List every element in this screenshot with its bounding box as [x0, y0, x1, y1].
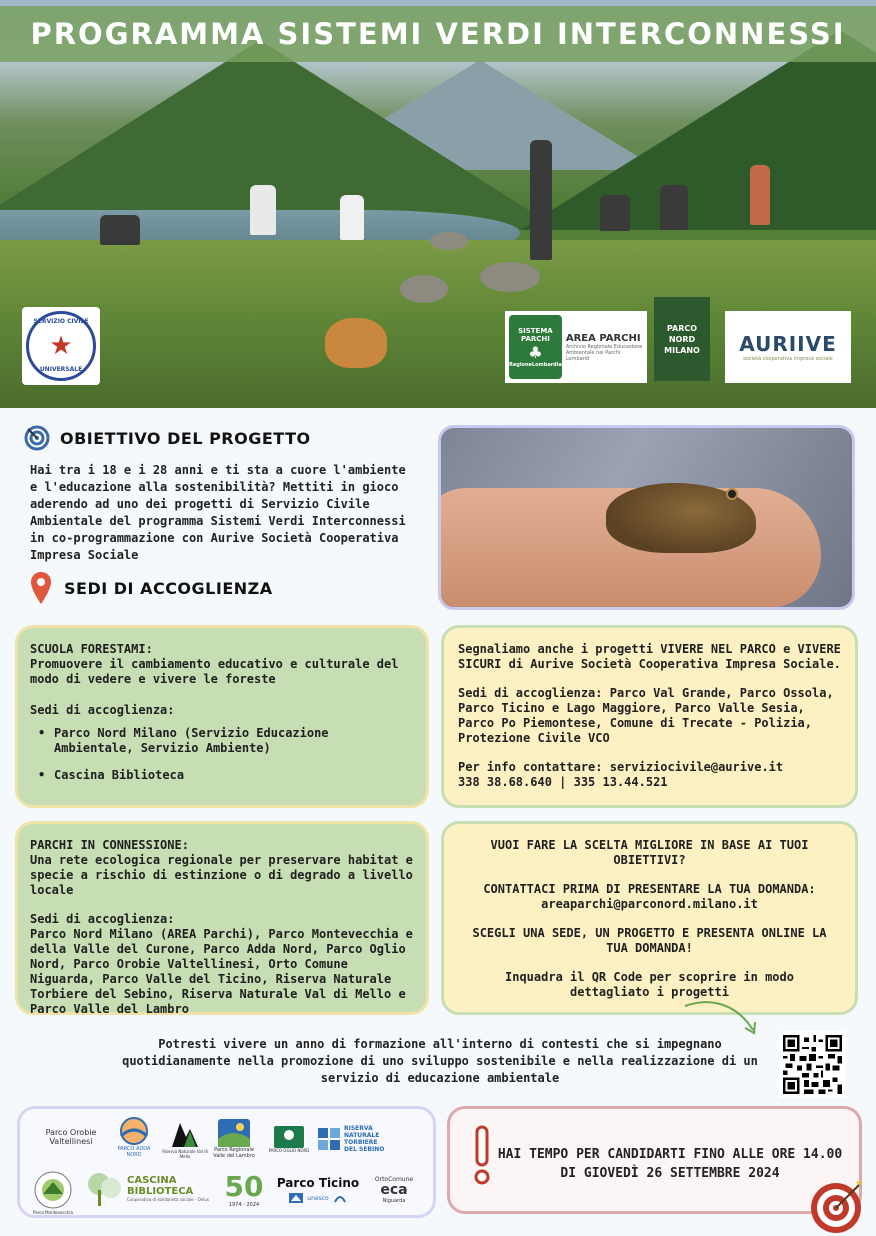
partner-logos-panel [17, 1106, 436, 1218]
logo-50-anni [216, 1167, 272, 1213]
sedi-list [30, 726, 414, 783]
logo-text: PARCO ADDA NORD [117, 1146, 151, 1158]
area-parchi-text [566, 333, 643, 362]
logo-text: società cooperativa impresa sociale [743, 356, 833, 362]
list-item: • Cascina Biblioteca [30, 768, 414, 783]
section-title: SEDI DI ACCOGLIENZA [64, 578, 273, 598]
logo-text: AURIIVE [739, 332, 837, 356]
card-call-to-action [441, 821, 858, 1015]
hiker-figure [750, 165, 770, 225]
logo-text: MILANO [664, 345, 700, 355]
card-intro: Segnaliamo anche i progetti VIVERE NEL PARCO e VIVERE SICURI di Aurive Società Cooperativa Impresa Sociale. [458, 642, 841, 671]
cta-line: VUOI FARE LA SCELTA MIGLIORE IN BASE AI TUOI OBIETTIVI? [490, 838, 809, 867]
hiker-figure [530, 140, 552, 260]
exclamation-icon [474, 1125, 490, 1185]
logo-orobie [32, 1123, 110, 1151]
logo-text: Parco Ticino [276, 1176, 360, 1190]
frog-photo [438, 425, 855, 610]
objective-heading [24, 425, 311, 451]
card-vivere-progetti [441, 625, 858, 808]
oglio-nord-icon [274, 1126, 304, 1148]
hiker-figure [340, 195, 364, 240]
sedi-label: Sedi di accoglienza: [30, 912, 175, 926]
rock-shape [400, 275, 448, 303]
logo-aurive [725, 311, 851, 383]
logo-sistema-parchi [505, 311, 647, 383]
qr-code[interactable] [779, 1031, 846, 1098]
logo-text: TORBIERE [344, 1139, 378, 1146]
objective-text: Hai tra i 18 e i 28 anni e ti sta a cuore l'ambiente e l'educazione alla sostenibilità? Mettiti in gioco aderendo ad uno dei progetti di Servizio Civile Ambientale del programma Sistemi Verdi Interconnessi in co-programmazione con Aurive Società Cooperativa Impresa Sociale [30, 463, 406, 562]
rock-shape [480, 262, 540, 292]
logo-text: Cooperativa di solidarietà sociale - Onlus [127, 1197, 209, 1202]
logo-adda-nord [110, 1115, 158, 1159]
cta-line: SCEGLI UNA SEDE, UN PROGETTO E PRESENTA ONLINE LA TUA DOMANDA! [472, 926, 827, 955]
dartboard-icon [808, 1178, 864, 1234]
logo-text: Parco Regionale Valle del Lambro [213, 1147, 255, 1159]
logo-servizio-civile [22, 307, 100, 385]
logo-oglio-nord [268, 1119, 310, 1159]
logo-parco-nord [654, 297, 710, 381]
adda-nord-icon [114, 1116, 154, 1146]
logo-text: OrtoComune [374, 1176, 414, 1183]
card-title: PARCHI IN CONNESSIONE: [30, 838, 189, 852]
logo-text: PARCO OGLIO NORD [268, 1147, 310, 1153]
logo-cascina-biblioteca [82, 1165, 212, 1213]
card-description: Promuovere il cambiamento educativo e culturale del modo di vedere e vivere le foreste [30, 657, 399, 686]
montevecchia-icon [33, 1170, 73, 1210]
hiker-figure [600, 195, 630, 231]
closing-text: Potresti vivere un anno di formazione all'interno di contesti che si impegnano quotidianamente nella promozione di uno sviluppo sostenibile e nella realizzazione di un servizio di educazione ambientale [122, 1037, 758, 1085]
sedi-text: Sedi di accoglienza: Parco Val Grande, Parco Ossola, Parco Ticino e Lago Maggiore, Parco Valle Sesia, Parco Po Piemontese, Comune di Trecate - Polizia, Protezione Civile VCO [458, 686, 834, 745]
section-title: OBIETTIVO DEL PROGETTO [60, 428, 311, 448]
hiker-figure [660, 185, 688, 230]
card-parchi-in-connessione [15, 821, 429, 1015]
logo-valle-lambro [210, 1115, 258, 1163]
logo-orto-comune [364, 1169, 424, 1211]
deadline-text: HAI TEMPO PER CANDIDARTI FINO ALLE ORE 14.00 DI GIOVEDÌ 26 SETTEMBRE 2024 [497, 1147, 843, 1181]
cta-line: CONTATTACI PRIMA DI PRESENTARE LA TUA DOMANDA: [483, 882, 816, 896]
logo-text: NORD [668, 334, 696, 344]
sistema-parchi-badge [509, 315, 562, 379]
logo-text: Parco Montevecchia [33, 1210, 73, 1215]
logo-text: UNIVERSALE [39, 366, 83, 373]
cta-email[interactable]: areaparchi@parconord.milano.it [541, 897, 758, 911]
logo-text: eca [380, 1182, 408, 1198]
card-title: SCUOLA FORESTAMI: [30, 642, 153, 656]
title-band [0, 6, 876, 62]
logo-text: unesco [307, 1194, 329, 1202]
hiker-figure [100, 215, 140, 245]
locations-heading [28, 575, 273, 601]
qr-code-icon [783, 1035, 842, 1094]
page-title: PROGRAMMA SISTEMI VERDI INTERCONNESSI [30, 17, 846, 51]
card-description: Una rete ecologica regionale per preservare habitat e specie a rischio di estinzione o di degrado a livello locale [30, 853, 413, 897]
deadline-box [447, 1106, 862, 1214]
phone-numbers: 338 38.68.640 | 335 13.44.521 [458, 775, 668, 789]
logo-text: Parco Orobie Valtellinesi [45, 1128, 97, 1146]
dog-figure [325, 318, 387, 368]
sedi-text: Parco Nord Milano (AREA Parchi), Parco Montevecchia e della Valle del Curone, Parco Adda Nord, Parco Oglio Nord, Parco Orobie Valtellinesi, Orto Comune Niguarda, Parco Valle del Ticino, Riserva Naturale Torbiere del Sebino, Riserva Naturale Val di Mello e Parco Valle del Lambro [30, 927, 413, 1016]
logo-torbiere-sebino [318, 1121, 398, 1157]
logo-montevecchia [28, 1167, 78, 1213]
unesco-icon [289, 1193, 303, 1203]
logo-text: Riserva Naturale Val di Mello [162, 1149, 208, 1159]
cta-line: Inquadra il QR Code per scoprire in modo dettagliato i progetti [505, 970, 794, 999]
rock-shape [430, 232, 468, 250]
curved-arrow-icon [683, 1000, 763, 1040]
logo-text: SISTEMA PARCHI [518, 326, 553, 343]
frog-eye-shape [726, 488, 738, 500]
valle-lambro-icon [218, 1119, 250, 1147]
logo-text: SERVIZIO CIVILE [33, 318, 89, 325]
logo-text: NATURALE [344, 1132, 380, 1139]
star-icon: ★ [49, 331, 73, 361]
servizio-civile-ring [26, 311, 96, 381]
contact-text: Per info contattare: serviziocivile@aurive.it [458, 760, 784, 774]
logo-text: AREA PARCHI [565, 332, 641, 344]
cascina-tree-icon [85, 1170, 123, 1208]
logo-text: PARCO [666, 323, 698, 333]
logo-text: BIBLIOTECA [127, 1186, 194, 1197]
logo-text: 1974 - 2024 [228, 1202, 260, 1208]
torbiere-icon [318, 1128, 340, 1150]
logo-text: DEL SEBINO [344, 1146, 385, 1153]
val-di-mello-icon [170, 1119, 200, 1149]
sedi-label: Sedi di accoglienza: [30, 703, 175, 717]
mountain-shape [0, 40, 560, 230]
logo-text: CASCINA [127, 1175, 177, 1186]
target-icon [24, 425, 50, 451]
hero-photo [0, 0, 876, 408]
logo-text: Niguarda [382, 1198, 406, 1204]
hiker-figure [250, 185, 276, 235]
list-item: • Parco Nord Milano (Servizio Educazione Ambientale, Servizio Ambiente) [30, 726, 414, 756]
map-pin-icon [28, 575, 54, 601]
logo-parco-ticino [276, 1165, 360, 1215]
logo-text: RegioneLombardia [509, 361, 562, 368]
ticino-heron-icon [333, 1192, 347, 1204]
card-scuola-forestami [15, 625, 429, 808]
logo-val-di-mello [162, 1117, 208, 1161]
logo-text: 50 [224, 1170, 264, 1203]
logo-text: Archivio Regionale Educazione Ambientale nei Parchi Lombardi [565, 343, 643, 362]
logo-text: RISERVA [344, 1125, 373, 1132]
tree-icon: ♣ [528, 342, 543, 362]
